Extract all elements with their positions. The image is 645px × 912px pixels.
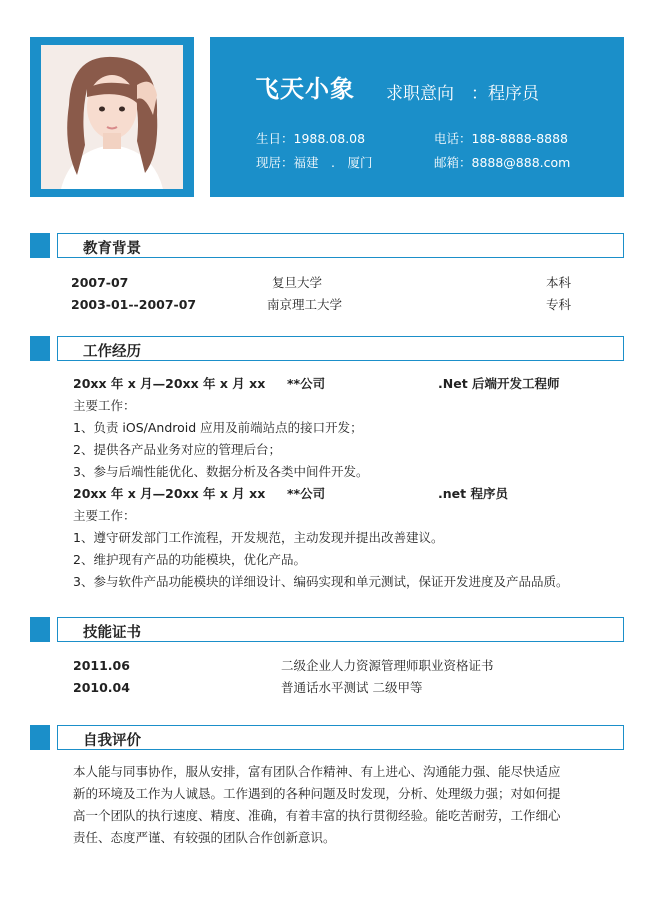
cert-name: 普通话水平测试 二级甲等: [281, 680, 423, 695]
section-title: 工作经历: [83, 344, 141, 360]
job-period: 20xx 年 x 月—20xx 年 x 月 xx: [73, 376, 266, 391]
cert-name: 二级企业人力资源管理师职业资格证书: [281, 658, 494, 673]
section-title: 技能证书: [83, 625, 141, 641]
self-evaluation-line: 高一个团队的执行速度、精度、准确，有着丰富的执行贯彻经验。能吃苦耐劳，工作细心: [73, 808, 561, 823]
job-position: .net 程序员: [438, 486, 508, 501]
self-evaluation-line: 本人能与同事协作，服从安排，富有团队合作精神、有上进心、沟通能力强、能尽快适应: [73, 764, 561, 779]
email-address: 邮箱：8888@888.com: [434, 155, 571, 170]
birth-date: 生日：1988.08.08: [256, 131, 366, 146]
section-title-box: [57, 617, 624, 642]
duties-label: 主要工作：: [73, 508, 136, 523]
cert-date: 2010.04: [73, 680, 130, 695]
job-period: 20xx 年 x 月—20xx 年 x 月 xx: [73, 486, 266, 501]
section-title: 教育背景: [83, 241, 141, 257]
header-banner: [210, 37, 624, 197]
section-marker: [30, 725, 50, 750]
duties-label: 主要工作：: [73, 398, 136, 413]
section-marker: [30, 336, 50, 361]
portrait-illustration: [41, 45, 183, 189]
duty-item: 3、参与后端性能优化、数据分析及各类中间件开发。: [73, 464, 369, 479]
section-marker: [30, 617, 50, 642]
photo-frame: [30, 37, 194, 197]
edu-school: 南京理工大学: [267, 297, 343, 312]
edu-degree: 专科: [546, 297, 572, 312]
section-header-self-evaluation: [30, 725, 624, 750]
section-header-education: [30, 233, 624, 258]
self-evaluation-line: 责任、态度严谨、有较强的团队合作创新意识。: [73, 830, 336, 845]
duty-item: 3、参与软件产品功能模块的详细设计、编码实现和单元测试，保证开发进度及产品品质。: [73, 574, 569, 589]
candidate-name: 飞天小象: [255, 75, 355, 103]
duty-item: 2、提供各产品业务对应的管理后台；: [73, 442, 281, 457]
duty-item: 1、负责 iOS/Android 应用及前端站点的接口开发；: [73, 420, 363, 435]
duty-item: 1、遵守研发部门工作流程，开发规范，主动发现并提出改善建议。: [73, 530, 444, 545]
section-header-work: [30, 336, 624, 361]
phone-number: 电话：188-8888-8888: [434, 131, 569, 146]
section-title: 自我评价: [83, 733, 141, 749]
edu-date: 2003-01--2007-07: [71, 297, 197, 312]
job-company: **公司: [287, 376, 326, 391]
edu-school: 复旦大学: [272, 275, 323, 290]
job-position: .Net 后端开发工程师: [438, 376, 560, 391]
profile-photo: [41, 45, 183, 189]
edu-degree: 本科: [546, 275, 572, 290]
job-intent: 求职意向 ：程序员: [386, 84, 539, 104]
section-header-skills: [30, 617, 624, 642]
residence: 现居：福建 . 厦门: [256, 155, 373, 170]
section-title-box: [57, 336, 624, 361]
self-evaluation-line: 新的环境及工作为人诚恳。工作遇到的各种问题及时发现，分析、处理级力强；对如何提: [73, 786, 561, 801]
edu-date: 2007-07: [71, 275, 129, 290]
duty-item: 2、维护现有产品的功能模块，优化产品。: [73, 552, 306, 567]
section-title-box: [57, 725, 624, 750]
section-title-box: [57, 233, 624, 258]
section-marker: [30, 233, 50, 258]
cert-date: 2011.06: [73, 658, 130, 673]
job-company: **公司: [287, 486, 326, 501]
